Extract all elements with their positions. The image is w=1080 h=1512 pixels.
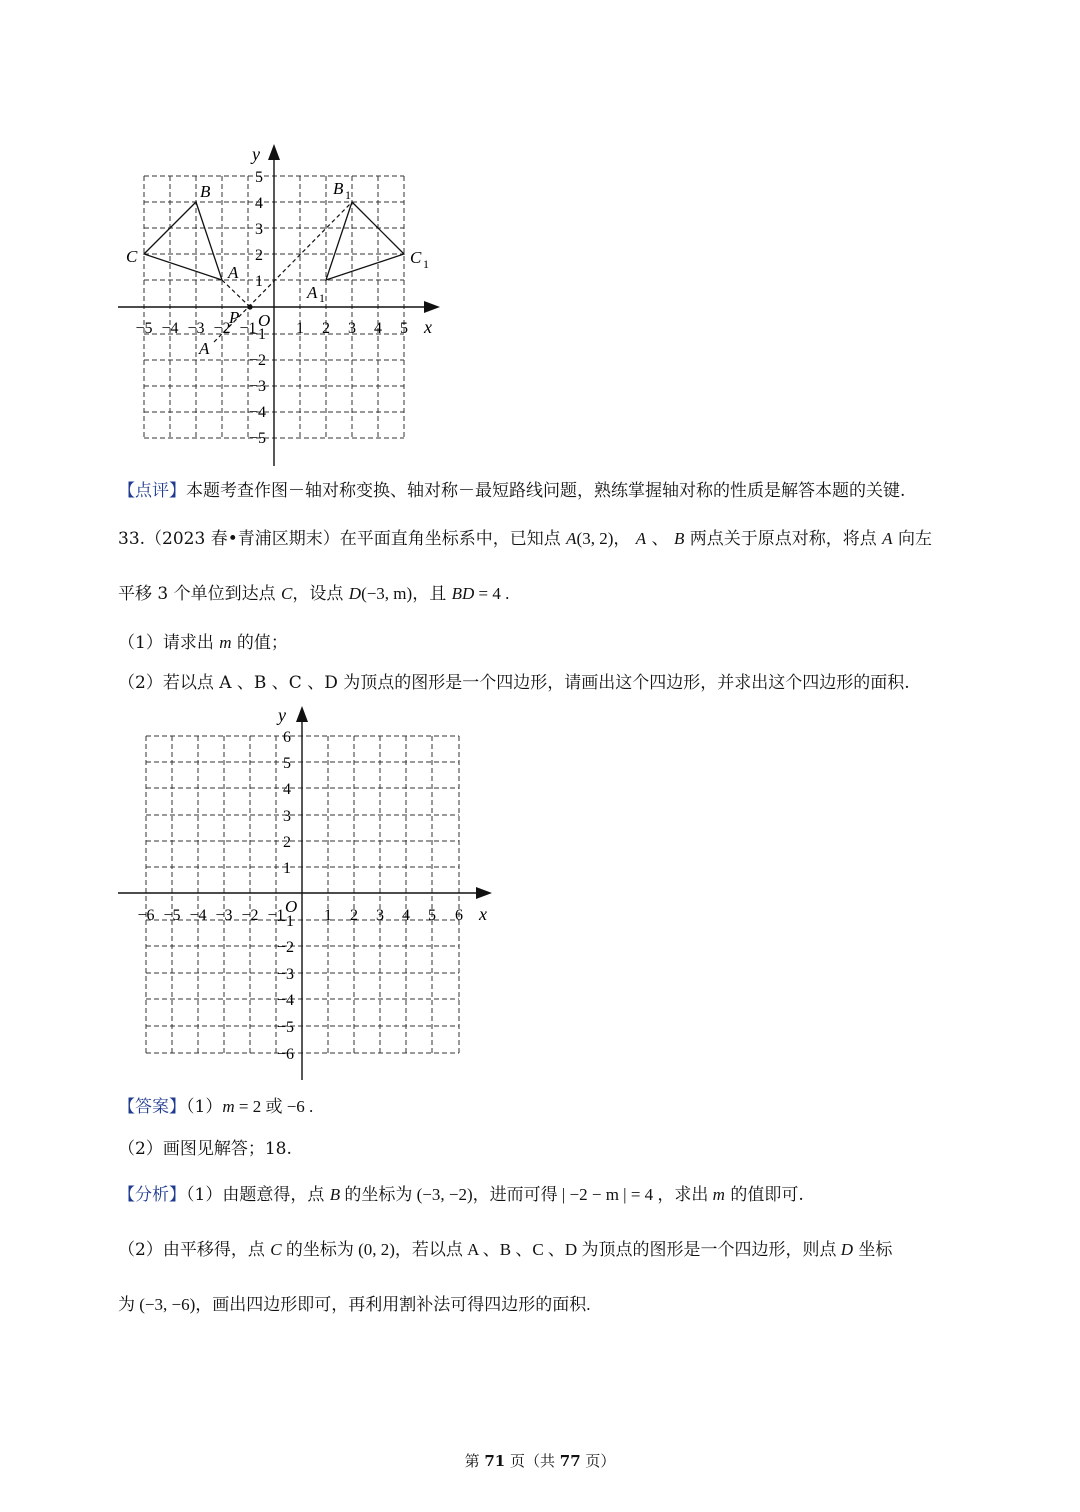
var-d: D [840, 1240, 853, 1259]
graph1-triangle-abc [144, 202, 222, 280]
coord-d: (−3, m) [361, 584, 413, 603]
total-pages: 77 [559, 1452, 581, 1470]
page-number: 71 [484, 1452, 506, 1470]
graph1-y-tick: −2 [248, 352, 266, 369]
graph1-grid [144, 176, 404, 438]
equation: = 4 . [474, 584, 510, 603]
graph2-x-tick: 6 [455, 907, 463, 924]
graph2-x-tick: −1 [267, 907, 285, 924]
graph2-grid [146, 736, 459, 1053]
var-bd: BD [451, 584, 475, 603]
question-text: 的值； [231, 633, 288, 653]
page-footer [0, 1450, 1080, 1471]
graph2-x-tick: 3 [376, 907, 384, 924]
var-m: m [219, 633, 232, 652]
question-part-1 [118, 631, 288, 655]
graph1-x-tick: 5 [400, 320, 408, 337]
question-text: 向左 [892, 529, 932, 549]
graph1-origin-label: O [258, 311, 271, 330]
var-m: m [712, 1185, 725, 1204]
graph2-y-tick-labels [277, 729, 294, 1063]
label-c1: C [410, 248, 422, 267]
analysis-tag: 【分析】 [118, 1185, 186, 1205]
question-text: 平移 3 个单位到达点 [118, 584, 282, 604]
question-text: 两点关于原点对称，将点 [684, 529, 883, 549]
graph1-x-tick-labels [135, 320, 408, 337]
label-p: P [229, 308, 240, 327]
graph1-point-p [247, 304, 252, 309]
graph1-x-tick: −2 [213, 320, 231, 337]
var-b: B [673, 529, 685, 548]
question-part-2 [118, 671, 910, 695]
analysis-line-1 [118, 1183, 804, 1207]
graph2-y-tick: −5 [276, 1019, 294, 1036]
question-text: （2）若以点 A 、B 、C 、D 为顶点的图形是一个四边形，请画出这个四边形，并求出这个四边形的面积. [118, 673, 910, 693]
question-text: （1）请求出 [118, 633, 220, 653]
label-c: C [126, 247, 138, 266]
graph1-dashed-paths [214, 202, 352, 342]
graph2-x-tick: 4 [402, 907, 410, 924]
analysis-text: （2）由平移得，点 [118, 1240, 271, 1260]
graph2-y-tick: 1 [283, 860, 291, 877]
label-b1: B [333, 179, 344, 198]
graph2-x-tick: −2 [241, 907, 259, 924]
var-a: A [566, 529, 577, 548]
graph1-y-tick: 4 [255, 195, 263, 212]
question-line-1 [118, 527, 932, 551]
graph1-x-arrow [424, 301, 440, 313]
var-a: A [882, 529, 893, 548]
graph2-x-tick-labels [137, 907, 463, 924]
graph1-axes [118, 150, 432, 466]
graph1-x-tick: −1 [239, 320, 257, 337]
graph1-y-label: y [252, 144, 260, 164]
graph1-y-tick: −3 [248, 378, 266, 395]
footer-text: 第 [464, 1452, 485, 1470]
graph2-y-tick: 3 [283, 808, 291, 825]
graph1-y-tick: 3 [255, 221, 263, 238]
coord-a: (3, 2)， [576, 529, 631, 548]
graph1-y-tick: −5 [248, 430, 266, 447]
graph2-x-tick: −6 [137, 907, 155, 924]
graph2-x-arrow [476, 887, 492, 899]
graph2-y-tick: 6 [283, 729, 291, 746]
label-b: B [200, 182, 211, 201]
graph1-x-tick: 3 [348, 320, 356, 337]
label-b1-sub: 1 [345, 188, 351, 202]
footer-text: 页（共 [505, 1452, 560, 1470]
graph2-x-tick: 2 [350, 907, 358, 924]
graph1-x-tick: 4 [374, 320, 382, 337]
graph1-x-tick: −3 [187, 320, 205, 337]
graph1-y-tick: 2 [255, 247, 263, 264]
graph2-y-tick: −3 [276, 966, 294, 983]
analysis-text: 的坐标为 (0, 2)，若以点 A 、B 、C 、D 为顶点的图形是一个四边形，则点 [281, 1240, 841, 1259]
analysis-text: （1）由题意得，点 [186, 1185, 330, 1205]
graph2-y-label: y [278, 705, 286, 725]
graph1-x-tick: 2 [322, 320, 330, 337]
answer-line-2 [118, 1137, 292, 1161]
graph1-y-tick-labels [249, 169, 266, 447]
label-a: A [228, 263, 239, 282]
analysis-line-2 [118, 1238, 892, 1262]
analysis-text: 的值即可. [724, 1185, 804, 1205]
answer-text: = 2 或 −6 . [234, 1097, 314, 1116]
graph1-x-label: x [424, 317, 432, 337]
graph2-y-tick: −1 [276, 913, 294, 930]
graph1-y-tick: −1 [248, 326, 266, 343]
graph2-x-tick: −5 [163, 907, 181, 924]
graph1-y-tick: −4 [248, 404, 266, 421]
graph2-axes [118, 714, 484, 1080]
graph2-y-arrow [296, 706, 308, 722]
graph2-x-tick: −4 [189, 907, 207, 924]
graph2-x-tick: 1 [324, 907, 332, 924]
graph2-y-tick: 4 [283, 781, 291, 798]
var-c: C [270, 1240, 282, 1259]
graph1-x-tick: 1 [296, 320, 304, 337]
label-a-prime: A [199, 339, 210, 358]
graph2-origin-label: O [285, 897, 298, 916]
graph2-y-tick: −4 [276, 992, 294, 1009]
label-a1: A [307, 283, 318, 302]
graph2-x-tick: −3 [215, 907, 233, 924]
punct: 、 [651, 529, 669, 549]
graph1-triangle-a1b1c1 [326, 202, 404, 280]
graph2-x-label: x [479, 904, 487, 924]
label-c1-sub: 1 [423, 257, 429, 271]
answer-text: （2）画图见解答；18. [118, 1139, 292, 1159]
var-m: m [222, 1097, 235, 1116]
analysis-text: 坐标 [852, 1240, 893, 1260]
answer-text: （1） [186, 1097, 223, 1117]
analysis-line-3 [118, 1293, 591, 1317]
question-text: 33.（2023 春•青浦区期末）在平面直角坐标系中，已知点 [118, 529, 567, 549]
graph2-x-tick: 5 [428, 907, 436, 924]
graph2-y-tick: 5 [283, 755, 291, 772]
review-text: 本题考查作图－轴对称变换、轴对称－最短路线问题，熟练掌握轴对称的性质是解答本题的关键. [186, 481, 906, 501]
answer-line-1 [118, 1095, 313, 1119]
graph2-y-tick: −2 [276, 939, 294, 956]
var-d: D [348, 584, 362, 603]
review-line [118, 479, 905, 503]
graph2-y-tick: 2 [283, 834, 291, 851]
analysis-text: 为 (−3, −6)，画出四边形即可，再利用割补法可得四边形的面积. [118, 1295, 591, 1314]
var-a: A [635, 529, 647, 548]
review-tag: 【点评】 [118, 481, 186, 501]
question-line-2 [118, 582, 509, 606]
var-b: B [329, 1185, 341, 1204]
graph2-y-tick: −6 [276, 1046, 294, 1063]
graph1-y-tick: 1 [255, 273, 263, 290]
analysis-text: 的坐标为 (−3, −2)，进而可得 | −2 − m | = 4 ，求出 [340, 1185, 713, 1204]
graph1-x-tick: −4 [161, 320, 179, 337]
question-text: ，且 [412, 584, 452, 604]
label-a1-sub: 1 [319, 291, 325, 305]
var-c: C [281, 584, 293, 603]
graph1-x-tick: −5 [135, 320, 153, 337]
graph1-y-arrow [268, 144, 280, 160]
graph1-y-tick: 5 [255, 169, 263, 186]
graph1-point-labels [126, 179, 429, 358]
answer-tag: 【答案】 [118, 1097, 186, 1117]
footer-text: 页） [580, 1452, 616, 1470]
question-text: ，设点 [292, 584, 349, 604]
